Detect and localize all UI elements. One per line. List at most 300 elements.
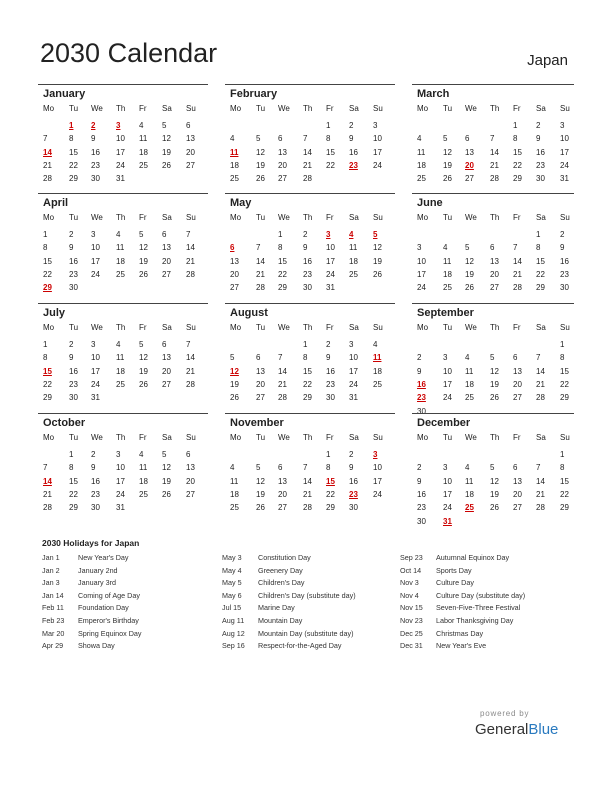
day-cell: 16 xyxy=(91,476,100,486)
day-cell: 29 xyxy=(513,174,522,184)
day-cell: 15 xyxy=(326,147,335,157)
day-cell: 17 xyxy=(91,256,100,266)
day-cell: 10 xyxy=(349,353,358,363)
day-cell: 24 xyxy=(443,393,452,403)
day-cell: 29 xyxy=(303,393,312,403)
day-cell: 3 xyxy=(116,450,121,459)
day-cell: 17 xyxy=(116,147,125,157)
day-cell: 1 xyxy=(560,450,565,459)
holiday-item xyxy=(400,603,580,616)
day-cell: 26 xyxy=(256,174,265,184)
day-cell: 27 xyxy=(256,393,265,403)
weekday-label: Th xyxy=(303,323,313,332)
day-cell: 5 xyxy=(256,134,261,144)
holiday-item xyxy=(400,641,580,654)
weekday-label: Tu xyxy=(69,433,79,442)
day-cell: 30 xyxy=(417,516,426,526)
day-cell: 14 xyxy=(186,243,195,253)
holiday-item xyxy=(400,591,580,604)
day-cell: 23 xyxy=(69,269,78,279)
day-cell: 3 xyxy=(91,340,96,349)
day-cell: 9 xyxy=(91,134,96,144)
weekday-label: Mo xyxy=(417,104,429,113)
weekday-label: Su xyxy=(186,433,196,442)
day-cell: 28 xyxy=(303,174,312,184)
day-cell: 22 xyxy=(326,489,335,499)
day-cell: 24 xyxy=(443,503,452,513)
day-cell: 30 xyxy=(69,393,78,403)
holiday-date: Aug 12 xyxy=(222,628,245,638)
holiday-name: Labor Thanksgiving Day xyxy=(436,615,514,625)
day-cell: 15 xyxy=(303,366,312,376)
day-cell: 6 xyxy=(162,230,167,239)
holiday-column xyxy=(400,553,580,654)
country-label: Japan xyxy=(527,52,568,69)
day-cell: 20 xyxy=(230,269,239,279)
day-cell: 30 xyxy=(91,503,100,513)
day-cell: 26 xyxy=(230,393,239,403)
day-cell: 18 xyxy=(139,476,148,486)
day-cell: 10 xyxy=(443,366,452,376)
day-cell: 28 xyxy=(43,174,52,184)
day-cell: 6 xyxy=(278,463,283,473)
day-cell: 8 xyxy=(513,134,518,144)
day-cell: 20 xyxy=(162,366,171,376)
day-cell: 7 xyxy=(536,463,541,473)
holiday-day-cell: 6 xyxy=(230,243,235,253)
weekday-label: Mo xyxy=(417,433,429,442)
day-cell: 26 xyxy=(490,393,499,403)
day-cell: 31 xyxy=(326,283,335,293)
day-cell: 19 xyxy=(139,256,148,266)
day-cell: 13 xyxy=(278,147,287,157)
day-cell: 17 xyxy=(326,256,335,266)
weekday-label: Mo xyxy=(230,323,242,332)
holiday-date: Nov 4 xyxy=(400,590,419,600)
day-cell: 16 xyxy=(69,366,78,376)
day-cell: 24 xyxy=(560,160,569,170)
holiday-item xyxy=(400,616,580,629)
day-cell: 9 xyxy=(69,353,74,363)
day-cell: 15 xyxy=(69,147,78,157)
weekday-label: Tu xyxy=(256,104,266,113)
day-cell: 1 xyxy=(513,121,518,130)
day-cell: 28 xyxy=(256,283,265,293)
day-cell: 17 xyxy=(417,269,426,279)
day-cell: 16 xyxy=(349,476,358,486)
day-cell: 11 xyxy=(116,243,125,253)
month-name: September xyxy=(417,307,474,319)
day-cell: 2 xyxy=(91,450,96,459)
day-cell: 31 xyxy=(560,174,569,184)
day-cell: 23 xyxy=(536,160,545,170)
day-cell: 28 xyxy=(278,393,287,403)
day-cell: 4 xyxy=(465,353,470,363)
day-cell: 23 xyxy=(417,503,426,513)
day-cell: 14 xyxy=(278,366,287,376)
month-7 xyxy=(225,303,395,414)
weekday-label: Th xyxy=(303,433,313,442)
day-cell: 18 xyxy=(443,269,452,279)
day-cell: 26 xyxy=(373,269,382,279)
day-cell: 6 xyxy=(278,134,283,144)
day-cell: 21 xyxy=(43,160,52,170)
day-cell: 21 xyxy=(186,256,195,266)
holiday-date: Feb 23 xyxy=(42,615,65,625)
day-cell: 29 xyxy=(69,174,78,184)
holiday-column xyxy=(222,553,402,654)
holiday-name: Seven-Five-Three Festival xyxy=(436,603,521,613)
day-cell: 29 xyxy=(69,503,78,513)
day-cell: 17 xyxy=(349,366,358,376)
day-cell: 2 xyxy=(560,230,565,239)
day-cell: 17 xyxy=(560,147,569,157)
weekday-label: We xyxy=(278,433,290,442)
holiday-date: May 5 xyxy=(222,578,242,588)
weekday-label: Th xyxy=(490,323,500,332)
day-cell: 16 xyxy=(560,256,569,266)
weekday-label: Mo xyxy=(43,213,55,222)
day-cell: 9 xyxy=(560,243,565,253)
day-cell: 1 xyxy=(69,450,74,459)
holiday-name: New Year's Day xyxy=(78,553,129,562)
day-cell: 30 xyxy=(536,174,545,184)
day-cell: 27 xyxy=(230,283,239,293)
month-11 xyxy=(412,413,574,524)
holiday-name: Marine Day xyxy=(258,603,295,613)
weekday-label: Su xyxy=(373,104,383,113)
day-cell: 1 xyxy=(43,230,48,239)
day-cell: 19 xyxy=(256,489,265,499)
day-cell: 2 xyxy=(303,230,308,239)
weekday-label: Su xyxy=(373,213,383,222)
weekday-label: Sa xyxy=(162,104,172,113)
day-cell: 23 xyxy=(326,379,335,389)
day-cell: 7 xyxy=(186,340,191,349)
day-cell: 20 xyxy=(186,147,195,157)
day-cell: 26 xyxy=(443,174,452,184)
weekday-label: Su xyxy=(186,104,196,113)
day-cell: 18 xyxy=(230,489,239,499)
day-cell: 20 xyxy=(162,256,171,266)
holiday-name: Culture Day xyxy=(436,578,474,588)
day-cell: 26 xyxy=(256,503,265,513)
day-cell: 12 xyxy=(162,463,171,473)
holiday-item xyxy=(400,566,580,579)
holiday-day-cell: 15 xyxy=(43,366,52,376)
weekday-label: Th xyxy=(490,213,500,222)
day-cell: 25 xyxy=(139,489,148,499)
holiday-day-cell: 3 xyxy=(373,450,378,459)
day-cell: 25 xyxy=(349,269,358,279)
day-cell: 11 xyxy=(417,147,426,157)
day-cell: 20 xyxy=(186,476,195,486)
weekday-label: Sa xyxy=(349,433,359,442)
day-cell: 5 xyxy=(490,463,495,473)
day-cell: 6 xyxy=(162,340,167,349)
day-cell: 8 xyxy=(69,463,74,473)
weekday-label: We xyxy=(91,433,103,442)
day-cell: 1 xyxy=(326,121,331,130)
day-cell: 21 xyxy=(490,160,499,170)
day-cell: 13 xyxy=(230,256,239,266)
holiday-day-cell: 14 xyxy=(43,476,52,486)
holiday-item xyxy=(400,553,580,566)
weekday-label: We xyxy=(278,104,290,113)
day-cell: 21 xyxy=(536,379,545,389)
day-cell: 26 xyxy=(139,269,148,279)
day-cell: 2 xyxy=(326,340,331,349)
day-cell: 28 xyxy=(490,174,499,184)
weekday-label: Mo xyxy=(417,323,429,332)
day-cell: 14 xyxy=(536,476,545,486)
day-cell: 20 xyxy=(278,160,287,170)
weekday-label: Tu xyxy=(443,104,453,113)
day-cell: 9 xyxy=(417,366,422,376)
holiday-item xyxy=(42,591,222,604)
day-cell: 11 xyxy=(230,476,239,486)
month-8 xyxy=(412,303,574,414)
day-cell: 10 xyxy=(417,256,426,266)
day-cell: 1 xyxy=(560,340,565,349)
weekday-label: Tu xyxy=(443,323,453,332)
day-cell: 12 xyxy=(139,353,148,363)
holiday-item xyxy=(400,629,580,642)
holiday-date: Nov 3 xyxy=(400,578,419,588)
holiday-name: Spring Equinox Day xyxy=(78,628,142,638)
day-cell: 7 xyxy=(278,353,283,363)
day-cell: 18 xyxy=(116,256,125,266)
day-cell: 10 xyxy=(443,476,452,486)
month-10 xyxy=(225,413,395,524)
month-5 xyxy=(412,193,574,304)
weekday-label: Th xyxy=(490,104,500,113)
day-cell: 30 xyxy=(69,283,78,293)
holiday-name: Christmas Day xyxy=(436,628,484,638)
weekday-label: Mo xyxy=(230,433,242,442)
day-cell: 18 xyxy=(349,256,358,266)
holiday-day-cell: 14 xyxy=(43,147,52,157)
day-cell: 16 xyxy=(536,147,545,157)
day-cell: 22 xyxy=(43,379,52,389)
day-cell: 5 xyxy=(256,463,261,473)
day-cell: 28 xyxy=(536,503,545,513)
brand-blue: Blue xyxy=(528,721,559,738)
weekday-label: Mo xyxy=(43,104,55,113)
day-cell: 25 xyxy=(230,503,239,513)
weekday-label: Mo xyxy=(230,213,242,222)
day-cell: 15 xyxy=(560,366,569,376)
weekday-label: Th xyxy=(116,213,126,222)
day-cell: 11 xyxy=(465,366,474,376)
weekday-label: Fr xyxy=(513,433,521,442)
day-cell: 21 xyxy=(536,489,545,499)
day-cell: 7 xyxy=(303,463,308,473)
weekday-label: Tu xyxy=(256,433,266,442)
day-cell: 9 xyxy=(91,463,96,473)
day-cell: 11 xyxy=(139,463,148,473)
day-cell: 18 xyxy=(230,160,239,170)
day-cell: 29 xyxy=(560,393,569,403)
day-cell: 24 xyxy=(373,489,382,499)
day-cell: 21 xyxy=(278,379,287,389)
holiday-name: Greenery Day xyxy=(258,565,303,575)
weekday-label: Tu xyxy=(443,433,453,442)
holiday-name: Coming of Age Day xyxy=(78,590,140,600)
day-cell: 7 xyxy=(256,243,261,253)
weekday-label: We xyxy=(91,104,103,113)
weekday-label: Th xyxy=(303,213,313,222)
weekday-label: Sa xyxy=(162,213,172,222)
day-cell: 13 xyxy=(186,463,195,473)
weekday-label: Mo xyxy=(43,323,55,332)
weekday-label: Th xyxy=(303,104,313,113)
day-cell: 27 xyxy=(162,379,171,389)
month-name: April xyxy=(43,197,69,209)
day-cell: 1 xyxy=(326,450,331,459)
weekday-label: Fr xyxy=(326,433,334,442)
day-cell: 22 xyxy=(43,269,52,279)
weekday-label: Su xyxy=(186,213,196,222)
weekday-label: Fr xyxy=(139,104,147,113)
weekday-label: We xyxy=(278,323,290,332)
day-cell: 4 xyxy=(443,243,448,253)
day-cell: 26 xyxy=(139,379,148,389)
holiday-day-cell: 3 xyxy=(326,230,331,239)
day-cell: 13 xyxy=(162,353,171,363)
day-cell: 14 xyxy=(513,256,522,266)
day-cell: 10 xyxy=(116,134,125,144)
day-cell: 4 xyxy=(230,463,235,473)
day-cell: 13 xyxy=(513,476,522,486)
day-cell: 22 xyxy=(278,269,287,279)
day-cell: 25 xyxy=(465,393,474,403)
day-cell: 24 xyxy=(91,269,100,279)
day-cell: 22 xyxy=(69,489,78,499)
holiday-day-cell: 2 xyxy=(91,121,96,130)
holiday-name: Constitution Day xyxy=(258,553,311,562)
month-name: March xyxy=(417,88,450,100)
day-cell: 11 xyxy=(116,353,125,363)
weekday-label: Mo xyxy=(417,213,429,222)
day-cell: 1 xyxy=(278,230,283,239)
day-cell: 13 xyxy=(465,147,474,157)
day-cell: 12 xyxy=(256,476,265,486)
day-cell: 2 xyxy=(536,121,541,130)
holiday-column xyxy=(42,553,222,654)
day-cell: 9 xyxy=(69,243,74,253)
day-cell: 4 xyxy=(116,340,121,349)
weekday-label: Fr xyxy=(513,323,521,332)
month-3 xyxy=(38,193,208,304)
day-cell: 4 xyxy=(139,450,144,459)
holiday-date: Jan 1 xyxy=(42,553,60,562)
day-cell: 30 xyxy=(560,283,569,293)
day-cell: 23 xyxy=(91,160,100,170)
weekday-label: Sa xyxy=(162,433,172,442)
holiday-date: May 4 xyxy=(222,565,242,575)
holiday-name: January 2nd xyxy=(78,565,118,575)
day-cell: 21 xyxy=(43,489,52,499)
day-cell: 19 xyxy=(490,489,499,499)
day-cell: 29 xyxy=(536,283,545,293)
weekday-label: Sa xyxy=(349,323,359,332)
weekday-label: Sa xyxy=(349,213,359,222)
holiday-date: Sep 16 xyxy=(222,641,245,651)
day-cell: 12 xyxy=(465,256,474,266)
day-cell: 8 xyxy=(560,353,565,363)
day-cell: 21 xyxy=(186,366,195,376)
day-cell: 19 xyxy=(230,379,239,389)
day-cell: 27 xyxy=(186,160,195,170)
day-cell: 20 xyxy=(513,379,522,389)
day-cell: 26 xyxy=(162,160,171,170)
holidays-title: 2030 Holidays for Japan xyxy=(42,538,140,548)
day-cell: 20 xyxy=(513,489,522,499)
day-cell: 19 xyxy=(443,160,452,170)
holiday-item xyxy=(222,553,402,566)
day-cell: 23 xyxy=(69,379,78,389)
holiday-date: Jan 14 xyxy=(42,590,64,600)
weekday-label: Th xyxy=(116,433,126,442)
day-cell: 5 xyxy=(230,353,235,363)
holiday-name: Mountain Day xyxy=(258,615,303,625)
day-cell: 27 xyxy=(513,503,522,513)
day-cell: 2 xyxy=(69,340,74,349)
holiday-item xyxy=(42,603,222,616)
day-cell: 24 xyxy=(91,379,100,389)
holiday-name: Children's Day (substitute day) xyxy=(258,590,356,600)
day-cell: 26 xyxy=(465,283,474,293)
weekday-label: Mo xyxy=(230,104,242,113)
weekday-label: Fr xyxy=(139,433,147,442)
holiday-item xyxy=(42,629,222,642)
weekday-label: Tu xyxy=(443,213,453,222)
day-cell: 12 xyxy=(139,243,148,253)
day-cell: 16 xyxy=(303,256,312,266)
day-cell: 15 xyxy=(536,256,545,266)
holiday-item xyxy=(222,566,402,579)
weekday-label: Su xyxy=(560,104,570,113)
day-cell: 4 xyxy=(465,463,470,473)
weekday-label: Fr xyxy=(326,104,334,113)
day-cell: 29 xyxy=(43,393,52,403)
day-cell: 2 xyxy=(69,230,74,239)
day-cell: 12 xyxy=(256,147,265,157)
day-cell: 3 xyxy=(91,230,96,239)
generalblue-logo[interactable] xyxy=(475,721,558,738)
day-cell: 3 xyxy=(373,121,378,130)
day-cell: 15 xyxy=(278,256,287,266)
holiday-name: Showa Day xyxy=(78,641,115,651)
day-cell: 6 xyxy=(513,463,518,473)
holiday-item xyxy=(222,578,402,591)
weekday-label: Su xyxy=(186,323,196,332)
holiday-day-cell: 23 xyxy=(349,489,358,499)
day-cell: 22 xyxy=(560,489,569,499)
day-cell: 9 xyxy=(349,463,354,473)
holiday-day-cell: 11 xyxy=(230,147,239,157)
month-6 xyxy=(38,303,208,414)
day-cell: 12 xyxy=(443,147,452,157)
weekday-label: Sa xyxy=(536,213,546,222)
day-cell: 8 xyxy=(43,243,48,253)
day-cell: 7 xyxy=(43,134,48,144)
day-cell: 4 xyxy=(230,134,235,144)
day-cell: 18 xyxy=(465,489,474,499)
holiday-date: Oct 14 xyxy=(400,565,422,575)
weekday-label: We xyxy=(465,433,477,442)
